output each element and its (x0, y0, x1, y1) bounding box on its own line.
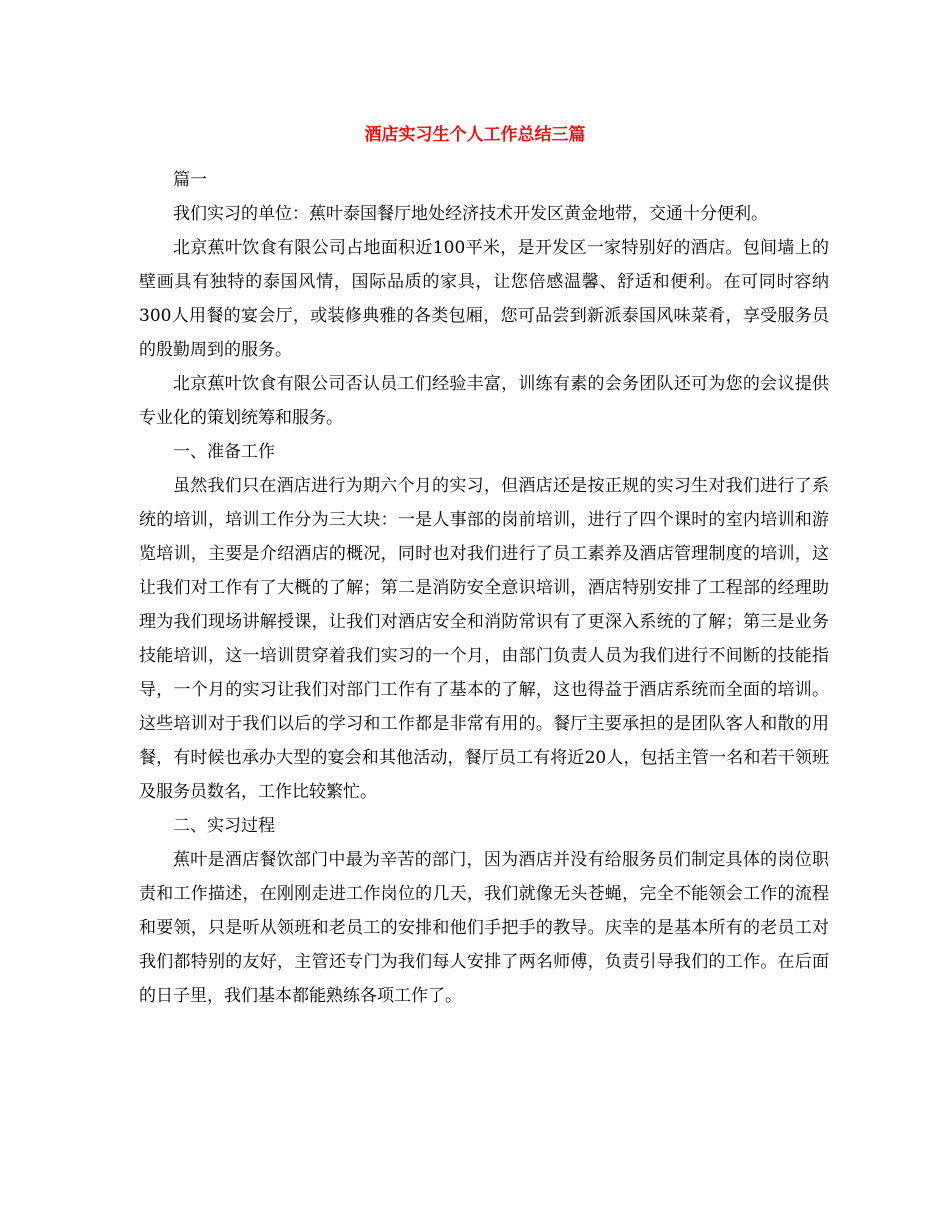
section-heading: 二、实习过程 (173, 816, 275, 836)
document-title: 酒店实习生个人工作总结三篇 (364, 125, 586, 145)
document-body (139, 163, 829, 1013)
paragraph: 北京蕉叶饮食有限公司占地面积近100平米，是开发区一家特别好的酒店。包间墙上的壁画具有独特的泰国风情，国际品质的家具，让您倍感温馨、舒适和便利。在可同时容纳300人用餐的宴会厅，或装修典雅的各类包厢，您可品尝到新派泰国风味菜肴，享受服务员的殷勤周到的服务。 (139, 238, 829, 360)
paragraph: 北京蕉叶饮食有限公司否认员工们经验丰富，训练有素的会务团队还可为您的会议提供专业化的策划统筹和服务。 (139, 374, 829, 428)
section-heading: 篇一 (173, 170, 207, 190)
paragraph: 蕉叶是酒店餐饮部门中最为辛苦的部门，因为酒店并没有给服务员们制定具体的岗位职责和工作描述，在刚刚走进工作岗位的几天，我们就像无头苍蝇，完全不能领会工作的流程和要领，只是听从领班和老员工的安排和他们手把手的教导。庆幸的是基本所有的老员工对我们都特别的友好，主管还专门为我们每人安排了两名师傅，负责引导我们的工作。在后面的日子里，我们基本都能熟练各项工作了。 (139, 850, 829, 1006)
section-heading: 一、准备工作 (173, 442, 275, 462)
paragraph: 我们实习的单位：蕉叶泰国餐厅地处经济技术开发区黄金地带，交通十分便利。 (173, 204, 768, 224)
paragraph: 虽然我们只在酒店进行为期六个月的实习，但酒店还是按正规的实习生对我们进行了系统的培训，培训工作分为三大块：一是人事部的岗前培训，进行了四个课时的室内培训和游览培训，主要是介绍酒店的概况，同时也对我们进行了员工素养及酒店管理制度的培训，这让我们对工作有了大概的了解；第二是消防安全意识培训，酒店特别安排了工程部的经理助理为我们现场讲解授课，让我们对酒店安全和消防常识有了更深入系统的了解；第三是业务技能培训，这一培训贯穿着我们实习的一个月，由部门负责人员为我们进行不间断的技能指导，一个月的实习让我们对部门工作有了基本的了解，这也得益于酒店系统而全面的培训。这些培训对于我们以后的学习和工作都是非常有用的。餐厅主要承担的是团队客人和散的用餐，有时候也承办大型的宴会和其他活动，餐厅员工有将近20人，包括主管一名和若干领班及服务员数名，工作比较繁忙。 (139, 476, 829, 802)
